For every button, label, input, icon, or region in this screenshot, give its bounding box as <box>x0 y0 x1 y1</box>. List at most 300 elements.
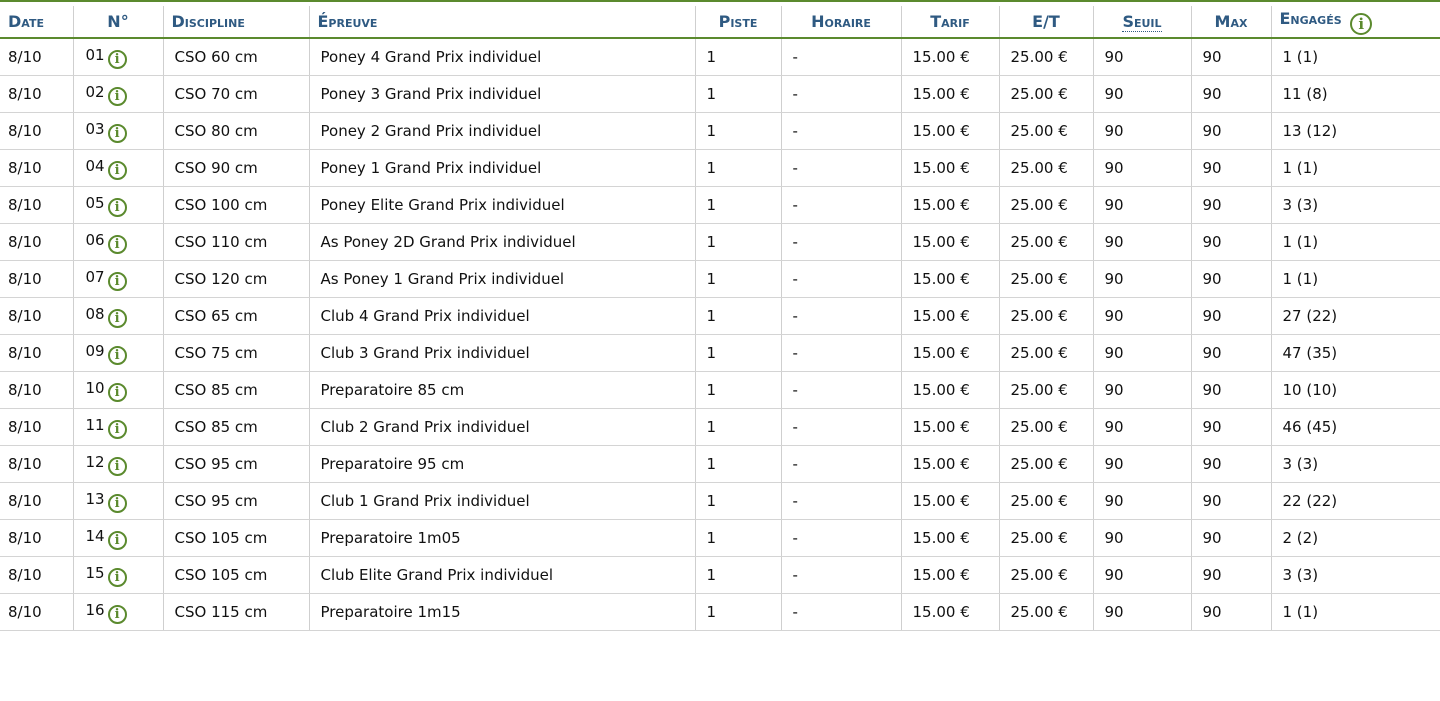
cell-num <box>73 372 163 409</box>
cell-piste <box>695 520 781 557</box>
cell-tarif <box>901 38 999 76</box>
info-icon[interactable]: i <box>1350 13 1372 35</box>
cell-piste-text: 1 <box>706 344 717 362</box>
column-header-max: Max <box>1191 6 1271 38</box>
cell-horaire <box>781 150 901 187</box>
cell-seuil <box>1093 224 1191 261</box>
column-header-horaire: Horaire <box>781 6 901 38</box>
cell-seuil <box>1093 38 1191 76</box>
cell-engages <box>1271 520 1440 557</box>
cell-tarif-text: 15.00 € <box>912 233 970 251</box>
cell-date-text: 8/10 <box>8 233 42 251</box>
cell-discipline <box>163 520 309 557</box>
cell-tarif <box>901 594 999 631</box>
info-icon[interactable]: i <box>108 457 127 476</box>
info-icon[interactable]: i <box>108 161 127 180</box>
cell-horaire <box>781 187 901 224</box>
column-header-discipline: Discipline <box>163 6 309 38</box>
cell-piste <box>695 483 781 520</box>
cell-piste-text: 1 <box>706 85 717 103</box>
cell-num <box>73 446 163 483</box>
cell-tarif <box>901 150 999 187</box>
cell-date <box>0 187 73 224</box>
cell-max-text: 90 <box>1202 233 1222 251</box>
cell-tarif-text: 15.00 € <box>912 270 970 288</box>
cell-piste <box>695 594 781 631</box>
cell-tarif-text: 15.00 € <box>912 344 970 362</box>
cell-et-text: 25.00 € <box>1010 492 1068 510</box>
cell-epreuve-text: Poney 2 Grand Prix individuel <box>320 122 542 140</box>
table-row <box>0 187 1440 224</box>
cell-engages-text: 13 (12) <box>1282 122 1338 140</box>
info-icon[interactable]: i <box>108 198 127 217</box>
cell-epreuve <box>309 150 695 187</box>
cell-epreuve <box>309 520 695 557</box>
cell-tarif-text: 15.00 € <box>912 418 970 436</box>
cell-horaire-text: - <box>792 418 798 436</box>
info-icon[interactable]: i <box>108 87 127 106</box>
cell-date <box>0 113 73 150</box>
cell-et-text: 25.00 € <box>1010 603 1068 621</box>
cell-date-text: 8/10 <box>8 85 42 103</box>
cell-piste-text: 1 <box>706 381 717 399</box>
cell-epreuve <box>309 261 695 298</box>
cell-seuil-text: 90 <box>1104 418 1124 436</box>
cell-engages <box>1271 483 1440 520</box>
cell-engages <box>1271 224 1440 261</box>
cell-seuil-text: 90 <box>1104 492 1124 510</box>
cell-engages-text: 27 (22) <box>1282 307 1338 325</box>
cell-num <box>73 483 163 520</box>
cell-num <box>73 557 163 594</box>
cell-piste <box>695 38 781 76</box>
cell-epreuve-text: Preparatoire 1m05 <box>320 529 461 547</box>
cell-engages-text: 1 (1) <box>1282 233 1319 251</box>
info-icon[interactable]: i <box>108 605 127 624</box>
cell-engages <box>1271 298 1440 335</box>
cell-discipline-text: CSO 80 cm <box>174 122 258 140</box>
cell-piste <box>695 187 781 224</box>
cell-engages <box>1271 335 1440 372</box>
cell-date <box>0 409 73 446</box>
table-row <box>0 520 1440 557</box>
cell-et <box>999 520 1093 557</box>
cell-max-text: 90 <box>1202 122 1222 140</box>
cell-date-text: 8/10 <box>8 418 42 436</box>
cell-date-text: 8/10 <box>8 603 42 621</box>
cell-horaire-text: - <box>792 48 798 66</box>
info-icon[interactable]: i <box>108 124 127 143</box>
cell-horaire <box>781 298 901 335</box>
cell-piste <box>695 372 781 409</box>
cell-date <box>0 483 73 520</box>
cell-epreuve-text: Poney Elite Grand Prix individuel <box>320 196 565 214</box>
cell-num-text: 16 <box>85 600 105 619</box>
cell-max-text: 90 <box>1202 307 1222 325</box>
cell-max <box>1191 150 1271 187</box>
cell-epreuve <box>309 76 695 113</box>
cell-discipline <box>163 409 309 446</box>
column-header-tarif: Tarif <box>901 6 999 38</box>
cell-engages-text: 10 (10) <box>1282 381 1338 399</box>
cell-piste-text: 1 <box>706 492 717 510</box>
cell-discipline-text: CSO 75 cm <box>174 344 258 362</box>
cell-discipline-text: CSO 65 cm <box>174 307 258 325</box>
cell-seuil <box>1093 113 1191 150</box>
table-row <box>0 150 1440 187</box>
cell-seuil <box>1093 557 1191 594</box>
cell-tarif <box>901 113 999 150</box>
cell-discipline <box>163 446 309 483</box>
cell-num-text: 07 <box>85 267 105 286</box>
cell-piste-text: 1 <box>706 418 717 436</box>
cell-et-text: 25.00 € <box>1010 566 1068 584</box>
cell-tarif-text: 15.00 € <box>912 529 970 547</box>
cell-engages-text: 3 (3) <box>1282 196 1319 214</box>
cell-seuil <box>1093 187 1191 224</box>
cell-engages-text: 1 (1) <box>1282 270 1319 288</box>
cell-seuil <box>1093 335 1191 372</box>
cell-date-text: 8/10 <box>8 196 42 214</box>
cell-engages-text: 46 (45) <box>1282 418 1338 436</box>
cell-epreuve-text: Club 1 Grand Prix individuel <box>320 492 530 510</box>
cell-et <box>999 224 1093 261</box>
cell-horaire <box>781 38 901 76</box>
table-row <box>0 557 1440 594</box>
cell-engages <box>1271 372 1440 409</box>
cell-tarif-text: 15.00 € <box>912 307 970 325</box>
cell-piste-text: 1 <box>706 159 717 177</box>
cell-epreuve-text: As Poney 2D Grand Prix individuel <box>320 233 576 251</box>
cell-date-text: 8/10 <box>8 122 42 140</box>
cell-et <box>999 76 1093 113</box>
cell-seuil-text: 90 <box>1104 122 1124 140</box>
cell-et <box>999 446 1093 483</box>
cell-horaire <box>781 409 901 446</box>
cell-seuil-text: 90 <box>1104 196 1124 214</box>
cell-piste <box>695 224 781 261</box>
cell-piste-text: 1 <box>706 529 717 547</box>
table-row <box>0 224 1440 261</box>
cell-seuil-text: 90 <box>1104 270 1124 288</box>
cell-max <box>1191 520 1271 557</box>
cell-num-text: 10 <box>85 378 105 397</box>
cell-date-text: 8/10 <box>8 344 42 362</box>
cell-piste-text: 1 <box>706 122 717 140</box>
cell-discipline <box>163 594 309 631</box>
cell-num <box>73 38 163 76</box>
cell-seuil-text: 90 <box>1104 344 1124 362</box>
cell-et-text: 25.00 € <box>1010 529 1068 547</box>
cell-tarif <box>901 557 999 594</box>
cell-epreuve-text: Poney 1 Grand Prix individuel <box>320 159 542 177</box>
cell-seuil-text: 90 <box>1104 603 1124 621</box>
cell-max-text: 90 <box>1202 566 1222 584</box>
cell-engages <box>1271 113 1440 150</box>
cell-discipline <box>163 483 309 520</box>
cell-discipline-text: CSO 120 cm <box>174 270 268 288</box>
cell-num-text: 15 <box>85 563 105 582</box>
cell-date <box>0 557 73 594</box>
cell-et-text: 25.00 € <box>1010 48 1068 66</box>
cell-seuil <box>1093 409 1191 446</box>
cell-horaire <box>781 483 901 520</box>
cell-date <box>0 76 73 113</box>
cell-date-text: 8/10 <box>8 566 42 584</box>
cell-horaire-text: - <box>792 270 798 288</box>
cell-et-text: 25.00 € <box>1010 455 1068 473</box>
info-icon[interactable]: i <box>108 50 127 69</box>
info-icon[interactable]: i <box>108 568 127 587</box>
table-row <box>0 335 1440 372</box>
cell-et-text: 25.00 € <box>1010 85 1068 103</box>
cell-engages-text: 1 (1) <box>1282 159 1319 177</box>
cell-epreuve-text: Club 3 Grand Prix individuel <box>320 344 530 362</box>
cell-piste <box>695 150 781 187</box>
cell-max <box>1191 409 1271 446</box>
cell-discipline-text: CSO 70 cm <box>174 85 258 103</box>
cell-piste <box>695 113 781 150</box>
table-row <box>0 76 1440 113</box>
cell-seuil-text: 90 <box>1104 85 1124 103</box>
cell-num-text: 14 <box>85 526 105 545</box>
cell-seuil-text: 90 <box>1104 233 1124 251</box>
cell-max-text: 90 <box>1202 381 1222 399</box>
cell-seuil-text: 90 <box>1104 455 1124 473</box>
cell-horaire-text: - <box>792 307 798 325</box>
cell-tarif <box>901 224 999 261</box>
cell-et <box>999 594 1093 631</box>
cell-et <box>999 557 1093 594</box>
cell-piste-text: 1 <box>706 455 717 473</box>
cell-et-text: 25.00 € <box>1010 344 1068 362</box>
cell-horaire-text: - <box>792 529 798 547</box>
cell-date <box>0 224 73 261</box>
info-icon[interactable]: i <box>108 383 127 402</box>
cell-engages-text: 11 (8) <box>1282 85 1328 103</box>
info-icon[interactable]: i <box>108 272 127 291</box>
cell-max <box>1191 298 1271 335</box>
cell-et <box>999 298 1093 335</box>
cell-num-text: 05 <box>85 193 105 212</box>
cell-num <box>73 335 163 372</box>
cell-engages-text: 1 (1) <box>1282 603 1319 621</box>
cell-seuil-text: 90 <box>1104 159 1124 177</box>
cell-discipline-text: CSO 105 cm <box>174 529 268 547</box>
cell-discipline-text: CSO 90 cm <box>174 159 258 177</box>
table-row <box>0 594 1440 631</box>
cell-horaire-text: - <box>792 122 798 140</box>
cell-max <box>1191 594 1271 631</box>
top-divider <box>0 0 1440 2</box>
header-row <box>0 6 1440 38</box>
cell-engages-text: 47 (35) <box>1282 344 1338 362</box>
info-icon[interactable]: i <box>108 531 127 550</box>
cell-horaire-text: - <box>792 233 798 251</box>
cell-epreuve-text: Preparatoire 1m15 <box>320 603 461 621</box>
cell-epreuve <box>309 409 695 446</box>
cell-engages <box>1271 446 1440 483</box>
cell-et-text: 25.00 € <box>1010 418 1068 436</box>
table-row <box>0 38 1440 76</box>
cell-max-text: 90 <box>1202 418 1222 436</box>
cell-seuil <box>1093 298 1191 335</box>
cell-engages-text: 1 (1) <box>1282 48 1319 66</box>
cell-tarif <box>901 372 999 409</box>
cell-discipline <box>163 38 309 76</box>
cell-discipline-text: CSO 95 cm <box>174 455 258 473</box>
cell-engages <box>1271 261 1440 298</box>
table-body <box>0 38 1440 631</box>
cell-horaire <box>781 372 901 409</box>
table-row <box>0 113 1440 150</box>
table-row <box>0 261 1440 298</box>
cell-num-text: 09 <box>85 341 105 360</box>
info-icon[interactable]: i <box>108 235 127 254</box>
cell-tarif-text: 15.00 € <box>912 455 970 473</box>
cell-num-text: 06 <box>85 230 105 249</box>
cell-date-text: 8/10 <box>8 381 42 399</box>
cell-epreuve-text: Club 2 Grand Prix individuel <box>320 418 530 436</box>
cell-horaire <box>781 261 901 298</box>
cell-tarif-text: 15.00 € <box>912 566 970 584</box>
cell-tarif-text: 15.00 € <box>912 85 970 103</box>
cell-discipline-text: CSO 95 cm <box>174 492 258 510</box>
cell-horaire <box>781 113 901 150</box>
cell-epreuve <box>309 224 695 261</box>
info-icon[interactable]: i <box>108 494 127 513</box>
cell-max-text: 90 <box>1202 270 1222 288</box>
cell-piste-text: 1 <box>706 233 717 251</box>
cell-discipline-text: CSO 85 cm <box>174 418 258 436</box>
cell-epreuve <box>309 335 695 372</box>
cell-seuil-text: 90 <box>1104 48 1124 66</box>
epreuves-table <box>0 6 1440 631</box>
info-icon[interactable]: i <box>108 309 127 328</box>
cell-seuil <box>1093 261 1191 298</box>
cell-piste <box>695 409 781 446</box>
cell-epreuve <box>309 38 695 76</box>
cell-epreuve-text: Preparatoire 95 cm <box>320 455 465 473</box>
cell-et-text: 25.00 € <box>1010 381 1068 399</box>
cell-discipline <box>163 335 309 372</box>
cell-tarif-text: 15.00 € <box>912 492 970 510</box>
seuil-label[interactable]: Seuil <box>1122 12 1162 31</box>
cell-seuil <box>1093 372 1191 409</box>
cell-et <box>999 483 1093 520</box>
cell-piste <box>695 261 781 298</box>
cell-date <box>0 594 73 631</box>
cell-tarif <box>901 483 999 520</box>
cell-piste-text: 1 <box>706 566 717 584</box>
info-icon[interactable]: i <box>108 346 127 365</box>
cell-epreuve-text: Poney 3 Grand Prix individuel <box>320 85 542 103</box>
cell-num-text: 08 <box>85 304 105 323</box>
cell-max-text: 90 <box>1202 492 1222 510</box>
cell-epreuve <box>309 446 695 483</box>
cell-max <box>1191 335 1271 372</box>
cell-engages <box>1271 594 1440 631</box>
cell-num-text: 02 <box>85 82 105 101</box>
cell-max <box>1191 557 1271 594</box>
cell-tarif-text: 15.00 € <box>912 196 970 214</box>
cell-max <box>1191 261 1271 298</box>
cell-date <box>0 335 73 372</box>
cell-discipline <box>163 372 309 409</box>
cell-discipline <box>163 76 309 113</box>
cell-max-text: 90 <box>1202 455 1222 473</box>
cell-discipline-text: CSO 85 cm <box>174 381 258 399</box>
cell-max <box>1191 113 1271 150</box>
cell-max <box>1191 483 1271 520</box>
cell-date-text: 8/10 <box>8 159 42 177</box>
cell-tarif-text: 15.00 € <box>912 48 970 66</box>
cell-epreuve-text: Poney 4 Grand Prix individuel <box>320 48 542 66</box>
cell-num <box>73 150 163 187</box>
cell-et <box>999 113 1093 150</box>
cell-tarif <box>901 446 999 483</box>
table-row <box>0 372 1440 409</box>
cell-horaire-text: - <box>792 344 798 362</box>
cell-horaire-text: - <box>792 566 798 584</box>
cell-discipline-text: CSO 105 cm <box>174 566 268 584</box>
cell-discipline <box>163 187 309 224</box>
cell-max-text: 90 <box>1202 85 1222 103</box>
cell-epreuve <box>309 113 695 150</box>
cell-num <box>73 224 163 261</box>
info-icon[interactable]: i <box>108 420 127 439</box>
cell-max-text: 90 <box>1202 344 1222 362</box>
cell-seuil-text: 90 <box>1104 529 1124 547</box>
cell-engages-text: 3 (3) <box>1282 455 1319 473</box>
cell-max-text: 90 <box>1202 196 1222 214</box>
cell-tarif <box>901 76 999 113</box>
column-header-piste: Piste <box>695 6 781 38</box>
cell-engages <box>1271 150 1440 187</box>
cell-horaire <box>781 594 901 631</box>
cell-discipline <box>163 261 309 298</box>
cell-date-text: 8/10 <box>8 307 42 325</box>
cell-horaire-text: - <box>792 159 798 177</box>
cell-et-text: 25.00 € <box>1010 159 1068 177</box>
cell-horaire-text: - <box>792 455 798 473</box>
cell-num <box>73 187 163 224</box>
cell-piste-text: 1 <box>706 270 717 288</box>
cell-et-text: 25.00 € <box>1010 307 1068 325</box>
column-header-date: Date <box>0 6 73 38</box>
table-row <box>0 409 1440 446</box>
cell-epreuve <box>309 483 695 520</box>
cell-et <box>999 187 1093 224</box>
cell-max-text: 90 <box>1202 603 1222 621</box>
cell-max <box>1191 446 1271 483</box>
cell-date <box>0 261 73 298</box>
cell-discipline-text: CSO 100 cm <box>174 196 268 214</box>
cell-seuil <box>1093 483 1191 520</box>
column-header-et: E/T <box>999 6 1093 38</box>
cell-max <box>1191 187 1271 224</box>
cell-tarif <box>901 298 999 335</box>
cell-piste <box>695 76 781 113</box>
column-header-num: N° <box>73 6 163 38</box>
cell-piste <box>695 335 781 372</box>
cell-discipline-text: CSO 115 cm <box>174 603 268 621</box>
cell-tarif <box>901 261 999 298</box>
cell-horaire-text: - <box>792 381 798 399</box>
cell-engages-text: 2 (2) <box>1282 529 1319 547</box>
cell-seuil <box>1093 520 1191 557</box>
cell-seuil <box>1093 594 1191 631</box>
